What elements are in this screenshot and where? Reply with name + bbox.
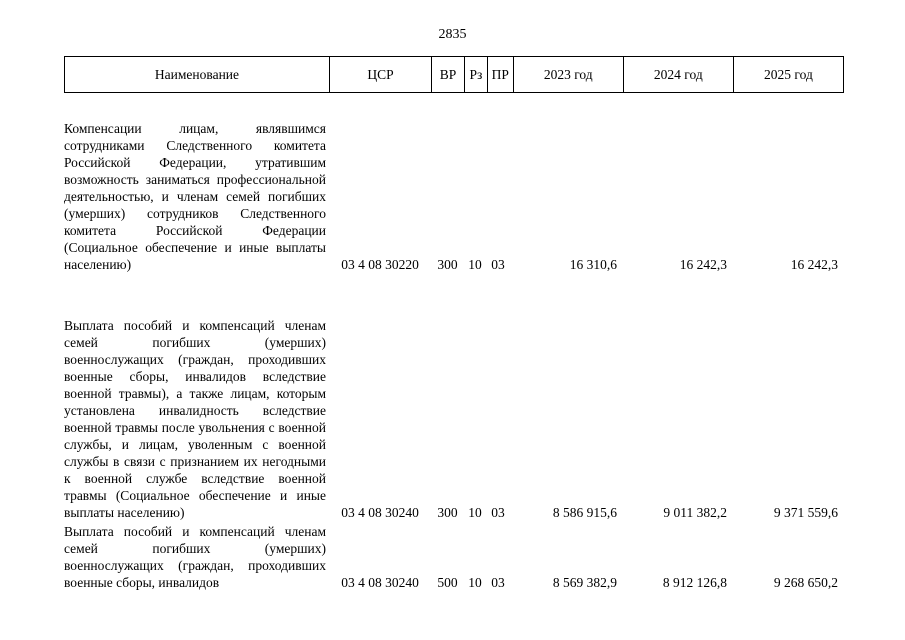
header-rz: Рз (464, 57, 487, 93)
row-2023: 8 569 382,9 (552, 575, 617, 590)
header-name: Наименование (65, 57, 330, 93)
table-row (64, 100, 844, 273)
row-vr: 500 (437, 575, 458, 590)
header-2025: 2025 год (733, 57, 843, 93)
row-2024: 8 912 126,8 (662, 575, 727, 590)
row-2025: 9 268 650,2 (773, 575, 838, 590)
row-csr: 03 4 08 30220 (341, 257, 419, 272)
row-name: Выплата пособий и компенсаций членам семей погибших (умерших) военнослужащих (граждан, проходивших военные сборы, инвалидов вследствие военной травмы), а также лицам, которым установлена инвалидность вследствие военной травмы после увольнения с военной службы, и лицам, уволенным с военной службы в связи с признанием их негодными к военной службе вследствие военной травмы (Социальное обеспечение и иные выплаты населению) (64, 318, 326, 520)
row-rz: 10 (468, 505, 482, 520)
table-body (64, 100, 844, 591)
row-2025: 9 371 559,6 (773, 505, 838, 520)
row-2024: 9 011 382,2 (663, 505, 727, 520)
header-2024: 2024 год (623, 57, 733, 93)
header-pr: ПР (487, 57, 513, 93)
row-2025: 16 242,3 (790, 257, 838, 272)
row-vr: 300 (437, 505, 458, 520)
table-row (64, 521, 844, 591)
row-2023: 16 310,6 (569, 257, 617, 272)
row-name: Компенсации лицам, являвшимся сотрудниками Следственного комитета Российской Федерации, утратившим возможность заниматься профессиональной деятельностью, и членам семей погибших (умерших) сотрудников Следственного комитета Российской Федерации (Социальное обеспечение и иные выплаты населению) (64, 121, 326, 272)
row-rz: 10 (468, 575, 482, 590)
row-vr: 300 (437, 257, 458, 272)
row-2024: 16 242,3 (679, 257, 727, 272)
header-vr: ВР (432, 57, 465, 93)
row-csr: 03 4 08 30240 (341, 575, 419, 590)
header-2023: 2023 год (513, 57, 623, 93)
row-2023: 8 586 915,6 (552, 505, 617, 520)
row-pr: 03 (491, 575, 505, 590)
header-row (65, 57, 844, 93)
row-pr: 03 (491, 257, 505, 272)
row-name: Выплата пособий и компенсаций членам семей погибших (умерших) военнослужащих (граждан, проходивших военные сборы, инвалидов (64, 524, 326, 590)
row-csr: 03 4 08 30240 (341, 505, 419, 520)
header-csr: ЦСР (329, 57, 431, 93)
row-rz: 10 (468, 257, 482, 272)
table-row (64, 273, 844, 521)
table-header (64, 56, 844, 93)
row-pr: 03 (491, 505, 505, 520)
page-number: 2835 (438, 27, 467, 42)
